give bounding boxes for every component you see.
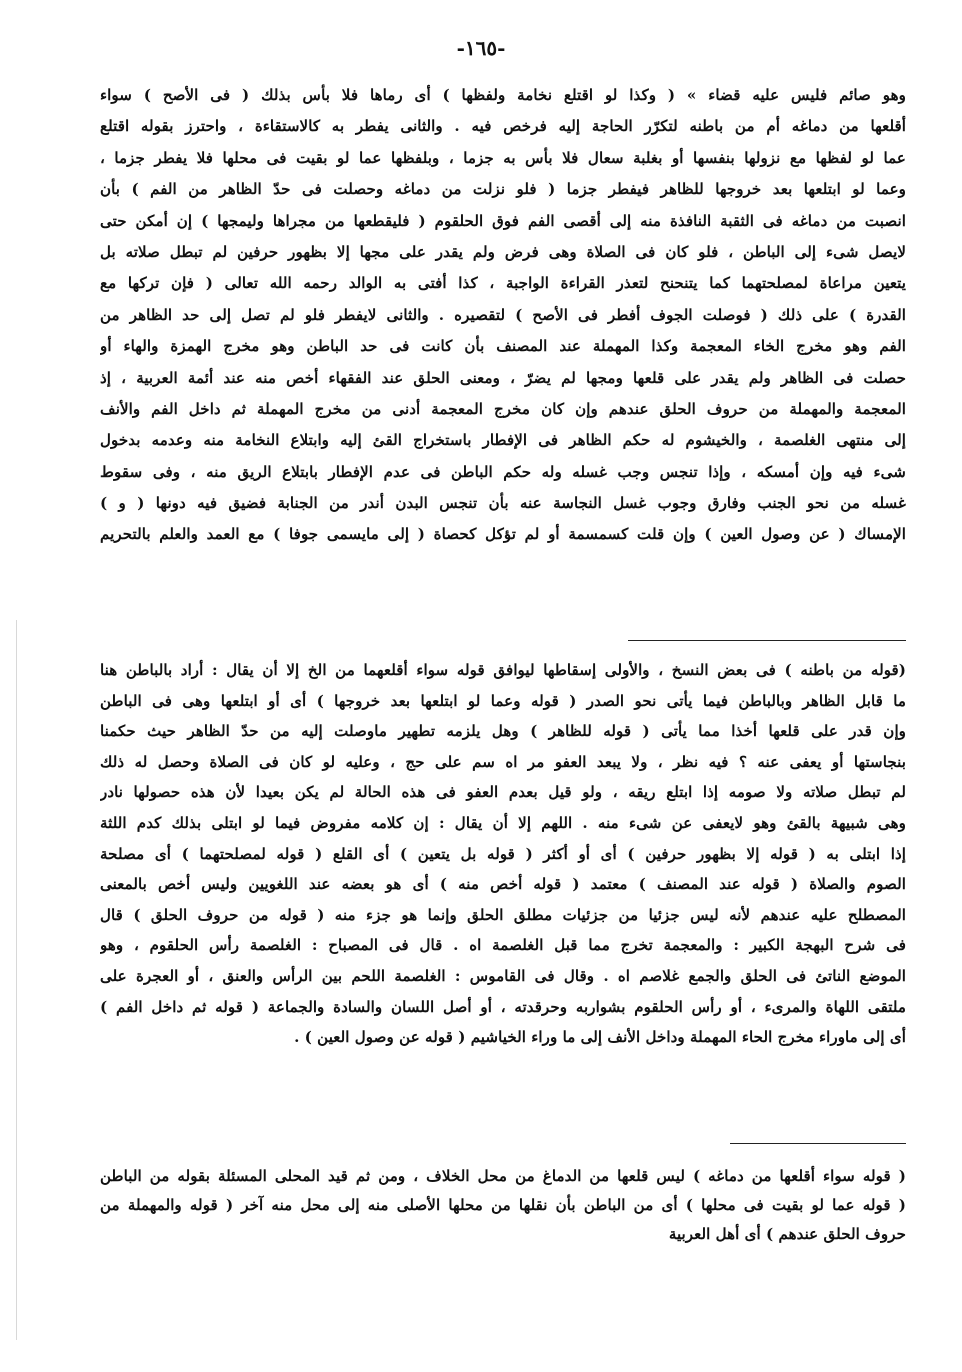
commentary-line: حروف الحلق عندهم ) أى أهل العربية (668, 1225, 906, 1243)
main-line: يتعين مراعاة لمصلحتهما كما يتنحنح لتعذر القراءة الواجبة ، كذا أفتى به الوالد رحمه الله تعالى ( فإن تركها مع (100, 274, 906, 293)
main-line: أقلعها من دماغه أم من باطنه لتكرّر الحاجة إليه فرخص فيه . والثانى يفطر به كالاستقاءة ، واحترز بقوله اقتلع (100, 117, 906, 136)
main-line: القدرة ) على ذلك ( فوصلت الجوف أفطر فى الأصح ) لتقصيره . والثانى لايفطر فلو لم تصل إلى حد الظاهر من (100, 305, 906, 324)
section-divider (628, 640, 906, 641)
commentary-line: فى شرح البهجة الكبير : والمعجمة تخرج مما قبل الغلصمة اه . قال فى المصباح : الغلصمة رأس الحلقوم ، وهو (100, 936, 906, 955)
main-line: إلى منتهى الغلصمة ، والخيشوم له حكم الظاهر فى الإفطار باستخراج القئ إليه وابتلاع النخامة منه وعدمه بدخول (100, 431, 906, 450)
main-line: حصلت فى الظاهر ولم يقدر على قلعها ومجها لم يضرّ ، ومعنى الحلق عند الفقهاء أخص منه عند أئمة العربية ، إذ (100, 368, 906, 387)
commentary-line: المصطلح عليه عندهم لأنه ليس جزئيا من جزئيات مطلق الحلق وإنما هو جزء منه ( قوله من حروف الحلق ) قال (100, 905, 906, 924)
commentary-line: إذا ابتلى به ( قوله إلا بظهور حرفين ) أى أو أكثر ( قوله بل يتعين ) أى القلع ( قوله لمصلحتهما ) أى مصلحة (100, 844, 906, 863)
commentary-line: ( قوله سواء أقلعها من دماغه ) ليس قلعها من الدماغ من محل الخلاف ، ومن ثم قيد المحلى المسئلة بقوله من الباطن (100, 1167, 906, 1185)
main-line: الإمساك ( عن وصول العين ) وإن قلت كسمسمة أو لم تؤكل كحصاة ( إلى مايسمى جوفا ) مع العمد والعلم بالتحريم (100, 525, 906, 544)
commentary-second (100, 1162, 906, 1249)
scan-edge-mark (16, 620, 17, 1340)
page-number: -١٦٥- (456, 36, 506, 60)
commentary-line: وإن قدر على قلعها أخذا مما يأتى ( قوله للظاهر ) وهل يلزمه تطهير ماوصلت إليه من حدّ الظاهر حيث حكمنا (100, 722, 906, 741)
commentary-line: الموضع الناتئ فى الحلق والجمع غلاصم اه . وقال فى القاموس : الغلصمة اللحم بين الرأس والعنق ، أو العجرة على (100, 966, 906, 985)
main-text (100, 80, 906, 551)
commentary-line: لم تبطل صلاته ولا صومه إذا ابتلع ريقه ، ولو قيل بعدم العفو فى هذه الحالة لم يكن بعيدا لأن هذه حصولها نادر (100, 783, 906, 802)
commentary-line: ملتقى اللهاة والمرىء ، أو رأس الحلقوم بشواربه وحرقدته ، أو أصل اللسان والسادة والجماعة ( قوله ثم داخل الفم ) (100, 997, 906, 1016)
commentary-line: وهى شبيهة بالقئ وهو لايعفى عن شىء منه . اللهم إلا أن يقال : إن كلامه مفروض فيما لو ابتلى بذلك كدم اللثة (100, 813, 906, 832)
commentary-line: الصوم والصلاة ( قوله عند المصنف ) معتمد ( قوله أخص منه ) أى هو بعضه عند اللغويين وليس أخص بالمعنى (100, 875, 906, 894)
main-line: شىء فيه وإن أمسكه ، وإذا تنجس وجب غسله وله حكم الباطن فى عدم الإفطار بابتلاع الريق منه ، وفى سقوط (100, 462, 906, 481)
main-line: انصبت من دماغه فى الثقبة النافذة منه إلى أقصى الفم فوق الحلقوم ( فليقطعها من مجراها وليمجها ) إن أمكن حتى (100, 211, 906, 230)
main-line: وعما لو ابتلعها بعد خروجها للظاهر فيفطر جزما ( فلو نزلت من دماغه وحصلت فى حدّ الظاهر من الفم ) بأن (100, 180, 906, 199)
main-line: المعجمة والمهملة من حروف الحلق عندهم وإن كان مخرج المعجمة أدنى من مخرج المهملة ثم داخل الفم والأنف (100, 399, 906, 418)
commentary-line: بنجاستها أو يعفى عنه ؟ فيه نظر ، ولا يبعد العفو مر اه سم على حج ، وعليه لو كان فى الصلاة وحصل له ذلك (100, 752, 906, 771)
main-line: وهو صائم فليس عليه قضاء » ( وكذا لو اقتلع نخامة ولفظها ) أى رماها فلا بأس بذلك ( فى الأصح ) سواء (100, 86, 906, 104)
commentary-line: ( قوله عما لو بقيت فى محلها ) أى من الباطن بأن نقلها من محلها الأصلى منه إلى محل منه آخر ( قوله والمهملة من (100, 1196, 906, 1214)
main-line: الفم وهو مخرج الخاء المعجمة وكذا المهملة عند المصنف بأن كانت فى حد الباطن وهو مخرج الهمزة والهاء أو (100, 337, 906, 356)
main-line: لايصل شىء إلى الباطن ، فلو كان فى الصلاة وهى فرض ولم يقدر على مجها إلا بظهور حرفين لم تبطل صلاته بل (100, 242, 906, 261)
commentary-first (100, 655, 906, 1053)
main-line: عما لو لفظها مع نزولها بنفسها أو بغلبة سعال فلا بأس به جزما ، وبلفظها عما لو بقيت فى محلها فلا يفطر جزما ، (100, 148, 906, 167)
commentary-line: أى إلى ماوراء مخرج الحاء المهملة وداخل الأنف إلى ما وراء الخياشيم ( قوله عن وصول العين ) . (294, 1028, 906, 1047)
main-line: غسله من نحو الجنب وفارق وجوب غسل النجاسة عنه بأن تنجس البدن أندر من الجنابة فضيق فيه دونها ( و ) (100, 494, 906, 513)
commentary-line: (قوله من باطنه ) فى بعض النسخ ، والأولى إسقاطها ليوافق قوله سواء أقلعهما من الخ إلا أن يقال : أراد بالباطن هنا (100, 661, 906, 679)
section-divider (730, 1143, 906, 1144)
commentary-line: ما قابل الظاهر وبالباطن فيما يأتى نحو الصدر ( قوله وعما لو ابتلعها بعد خروجها ) أى أو ابتلعها وهى فى الباطن (100, 691, 906, 710)
